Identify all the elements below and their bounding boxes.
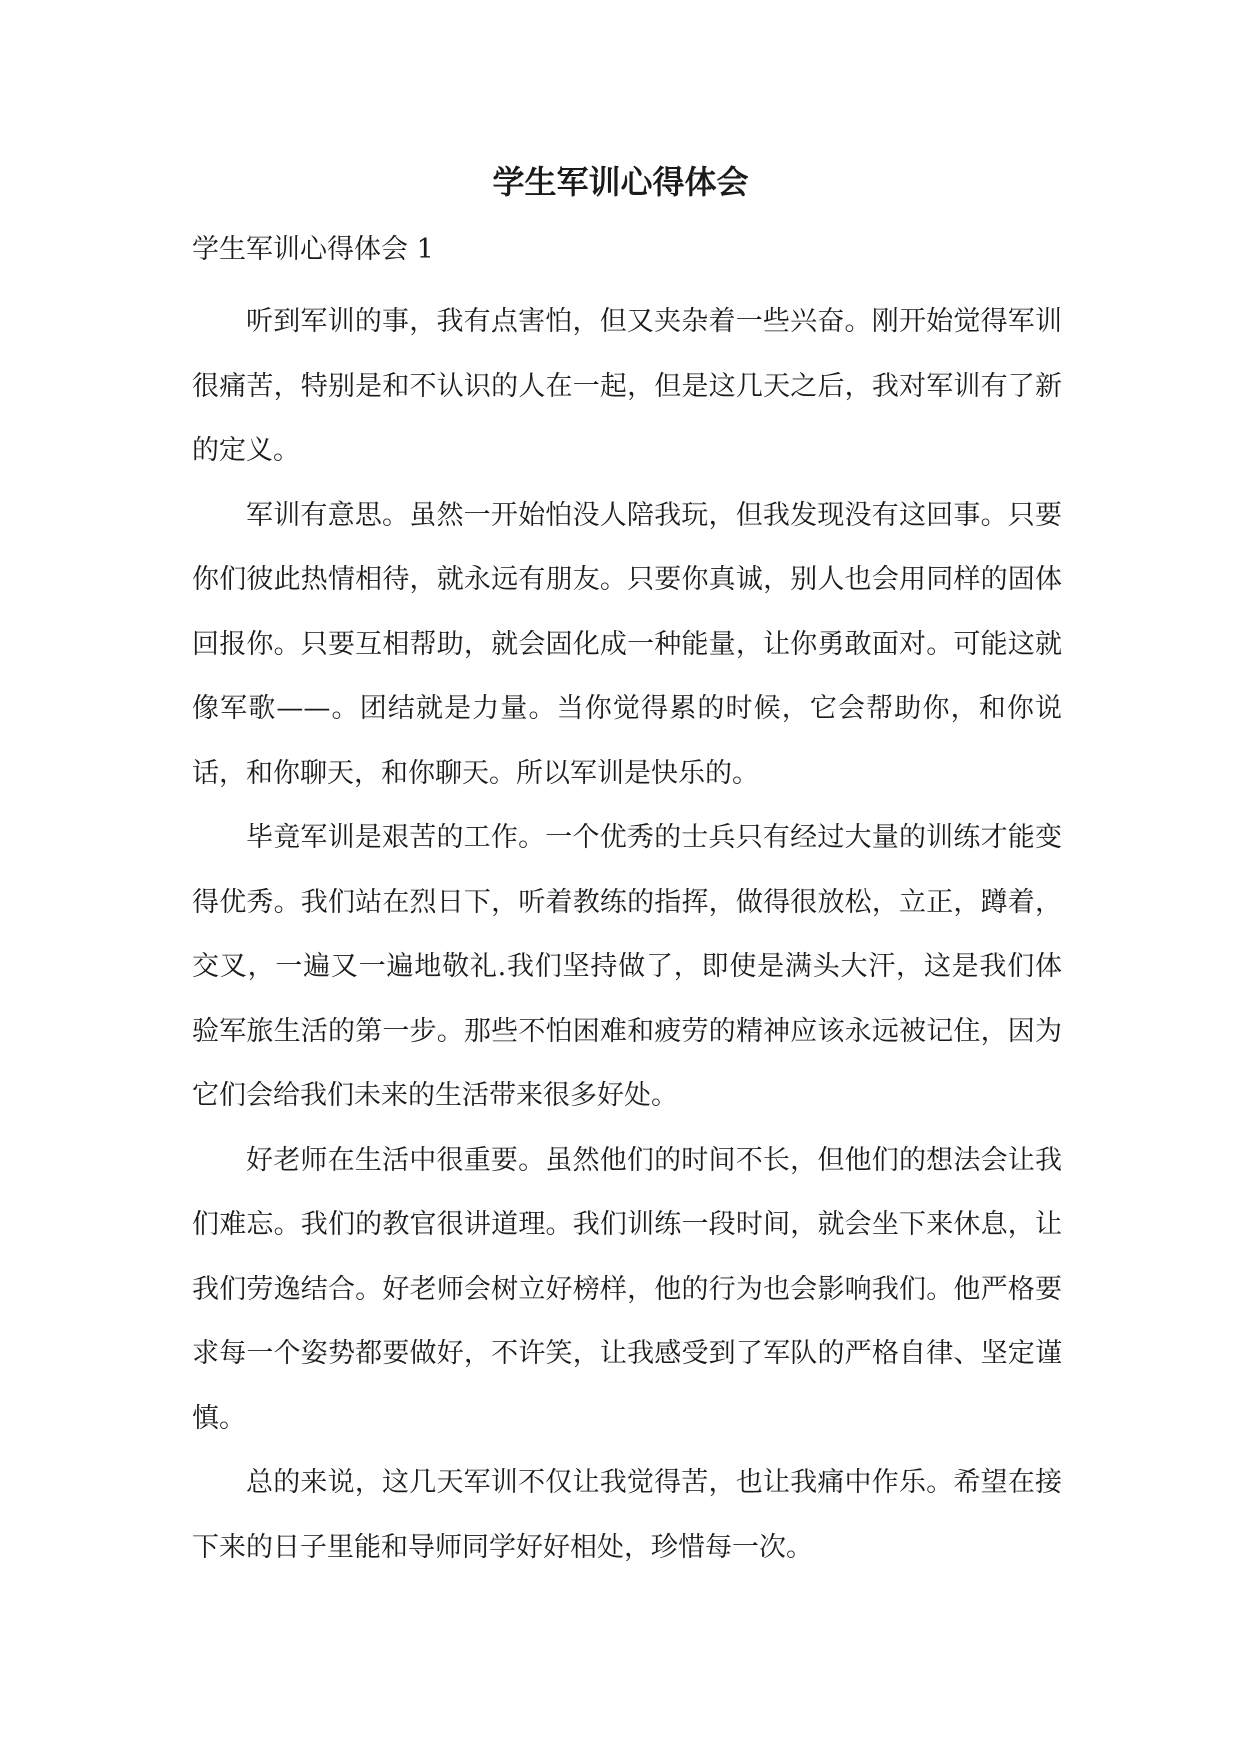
paragraph: 听到军训的事，我有点害怕，但又夹杂着一些兴奋。刚开始觉得军训很痛苦，特别是和不认识的人在一起，但是这几天之后，我对军训有了新的定义。 [192,306,1062,466]
document-title: 学生军训心得体会 [492,163,749,201]
document-body [192,290,1062,1580]
paragraph: 毕竟军训是艰苦的工作。一个优秀的士兵只有经过大量的训练才能变得优秀。我们站在烈日下，听着教练的指挥，做得很放松，立正，蹲着，交叉，一遍又一遍地敬礼.我们坚持做了，即使是满头大汗，这是我们体验军旅生活的第一步。那些不怕困难和疲劳的精神应该永远被记住，因为它们会给我们未来的生活带来很多好处。 [192,822,1062,1111]
section-heading: 学生军训心得体会 1 [192,234,434,265]
paragraph: 好老师在生活中很重要。虽然他们的时间不长，但他们的想法会让我们难忘。我们的教官很讲道理。我们训练一段时间，就会坐下来休息，让我们劳逸结合。好老师会树立好榜样，他的行为也会影响我们。他严格要求每一个姿势都要做好，不许笑，让我感受到了军队的严格自律、坚定谨慎。 [192,1144,1062,1434]
paragraph: 总的来说，这几天军训不仅让我觉得苦，也让我痛中作乐。希望在接下来的日子里能和导师同学好好相处，珍惜每一次。 [192,1467,1062,1563]
paragraph: 军训有意思。虽然一开始怕没人陪我玩，但我发现没有这回事。只要你们彼此热情相待，就永远有朋友。只要你真诚，别人也会用同样的固体回报你。只要互相帮助，就会固化成一种能量，让你勇敢面对。可能这就像军歌——。团结就是力量。当你觉得累的时候，它会帮助你，和你说话，和你聊天，和你聊天。所以军训是快乐的。 [192,499,1062,789]
